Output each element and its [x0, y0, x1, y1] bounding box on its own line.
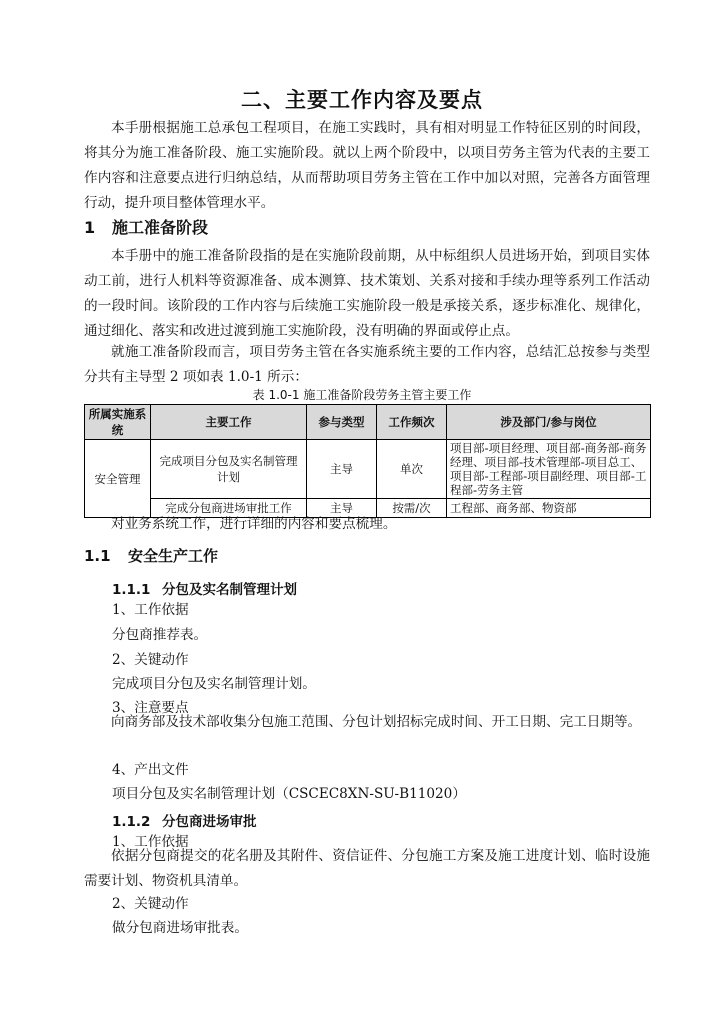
item-value: 分包商推荐表。	[112, 627, 208, 643]
item-value: 项目分包及实名制管理计划（CSCEC8XN-SU-B11020）	[112, 786, 466, 802]
intro-paragraph: 本手册根据施工总承包工程项目，在施工实践时，具有相对明显工作特征区别的时间段，将其分为施工准备阶段、施工实施阶段。就以上两个阶段中，以项目劳务主管为代表的主要工作内容和注意要点进行归纳总结，从而帮助项目劳务主管在工作中加以对照，完善各方面管理行动，提升项目整体管理水平。	[84, 120, 650, 211]
item-value: 完成项目分包及实名制管理计划。	[112, 676, 316, 692]
after-table-paragraph: 对业务系统工作，进行详细的内容和要点梳理。	[111, 516, 397, 532]
page-title: 二、主要工作内容及要点	[241, 88, 483, 112]
table-header: 参与类型	[307, 405, 377, 440]
section-1-1-2-heading	[112, 810, 257, 830]
item-label: 1、工作依据	[112, 834, 189, 850]
table-row	[85, 440, 651, 499]
table-header: 工作频次	[377, 405, 447, 440]
table-cell-freq: 单次	[377, 440, 447, 499]
table-cell-dept: 工程部、商务部、物资部	[447, 499, 651, 518]
section-1-1-heading	[84, 545, 218, 566]
section-number: 1	[84, 218, 96, 237]
section-title: 分包商进场审批	[162, 814, 257, 830]
table-header: 涉及部门/参与岗位	[447, 405, 651, 440]
item-label: 3、注意要点	[112, 700, 189, 716]
item-label: 4、产出文件	[112, 762, 189, 778]
table-header: 所属实施系统	[85, 405, 151, 440]
section-title: 分包及实名制管理计划	[162, 582, 297, 598]
table-header: 主要工作	[151, 405, 307, 440]
table-cell-dept: 项目部-项目经理、项目部-商务部-商务经理、项目部-技术管理部-项目总工、项目部-工程部-项目副经理、项目部-工程部-劳务主管	[447, 440, 651, 499]
section-number: 1.1	[84, 547, 111, 565]
item-label: 2、关键动作	[112, 652, 189, 668]
section-1-paragraph-2: 就施工准备阶段而言，项目劳务主管在各实施系统主要的工作内容，总结汇总按参与类型分共有主导型 2 项如表 1.0-1 所示：	[84, 344, 650, 385]
section-1-1-1-heading	[112, 578, 297, 598]
table-header-row	[85, 405, 651, 440]
item-value: 依据分包商提交的花名册及其附件、资信证件、分包施工方案及施工进度计划、临时设施需要计划、物资机具清单。	[84, 848, 650, 889]
table-cell-work: 完成项目分包及实名制管理计划	[151, 440, 307, 499]
table-cell-freq: 按需/次	[377, 499, 447, 518]
section-title: 安全生产工作	[128, 547, 219, 565]
item-value: 做分包商进场审批表。	[112, 920, 248, 936]
table-cell-work: 完成分包商进场审批工作	[151, 499, 307, 518]
section-1-paragraph: 本手册中的施工准备阶段指的是在实施阶段前期，从中标组织人员进场开始，到项目实体动工前，进行人机料等资源准备、成本测算、技术策划、关系对接和手续办理等系列工作活动的一段时间。该阶段的工作内容与后续施工实施阶段一般是承接关系，逐步标准化、规律化，通过细化、落实和改进过渡到施工实施阶段，没有明确的界面或停止点。	[84, 248, 650, 339]
item-label: 2、关键动作	[112, 896, 189, 912]
section-title: 施工准备阶段	[112, 218, 209, 237]
table-group-cell: 安全管理	[85, 440, 151, 518]
table-caption: 表 1.0-1 施工准备阶段劳务主管主要工作	[252, 388, 472, 402]
work-table	[84, 404, 651, 518]
table-cell-type: 主导	[307, 499, 377, 518]
section-1-heading	[84, 215, 208, 238]
item-label: 1、工作依据	[112, 602, 189, 618]
section-number: 1.1.2	[112, 814, 151, 830]
table-cell-type: 主导	[307, 440, 377, 499]
section-number: 1.1.1	[112, 582, 151, 598]
item-value: 向商务部及技术部收集分包施工范围、分包计划招标完成时间、开工日期、完工日期等。	[111, 714, 642, 730]
